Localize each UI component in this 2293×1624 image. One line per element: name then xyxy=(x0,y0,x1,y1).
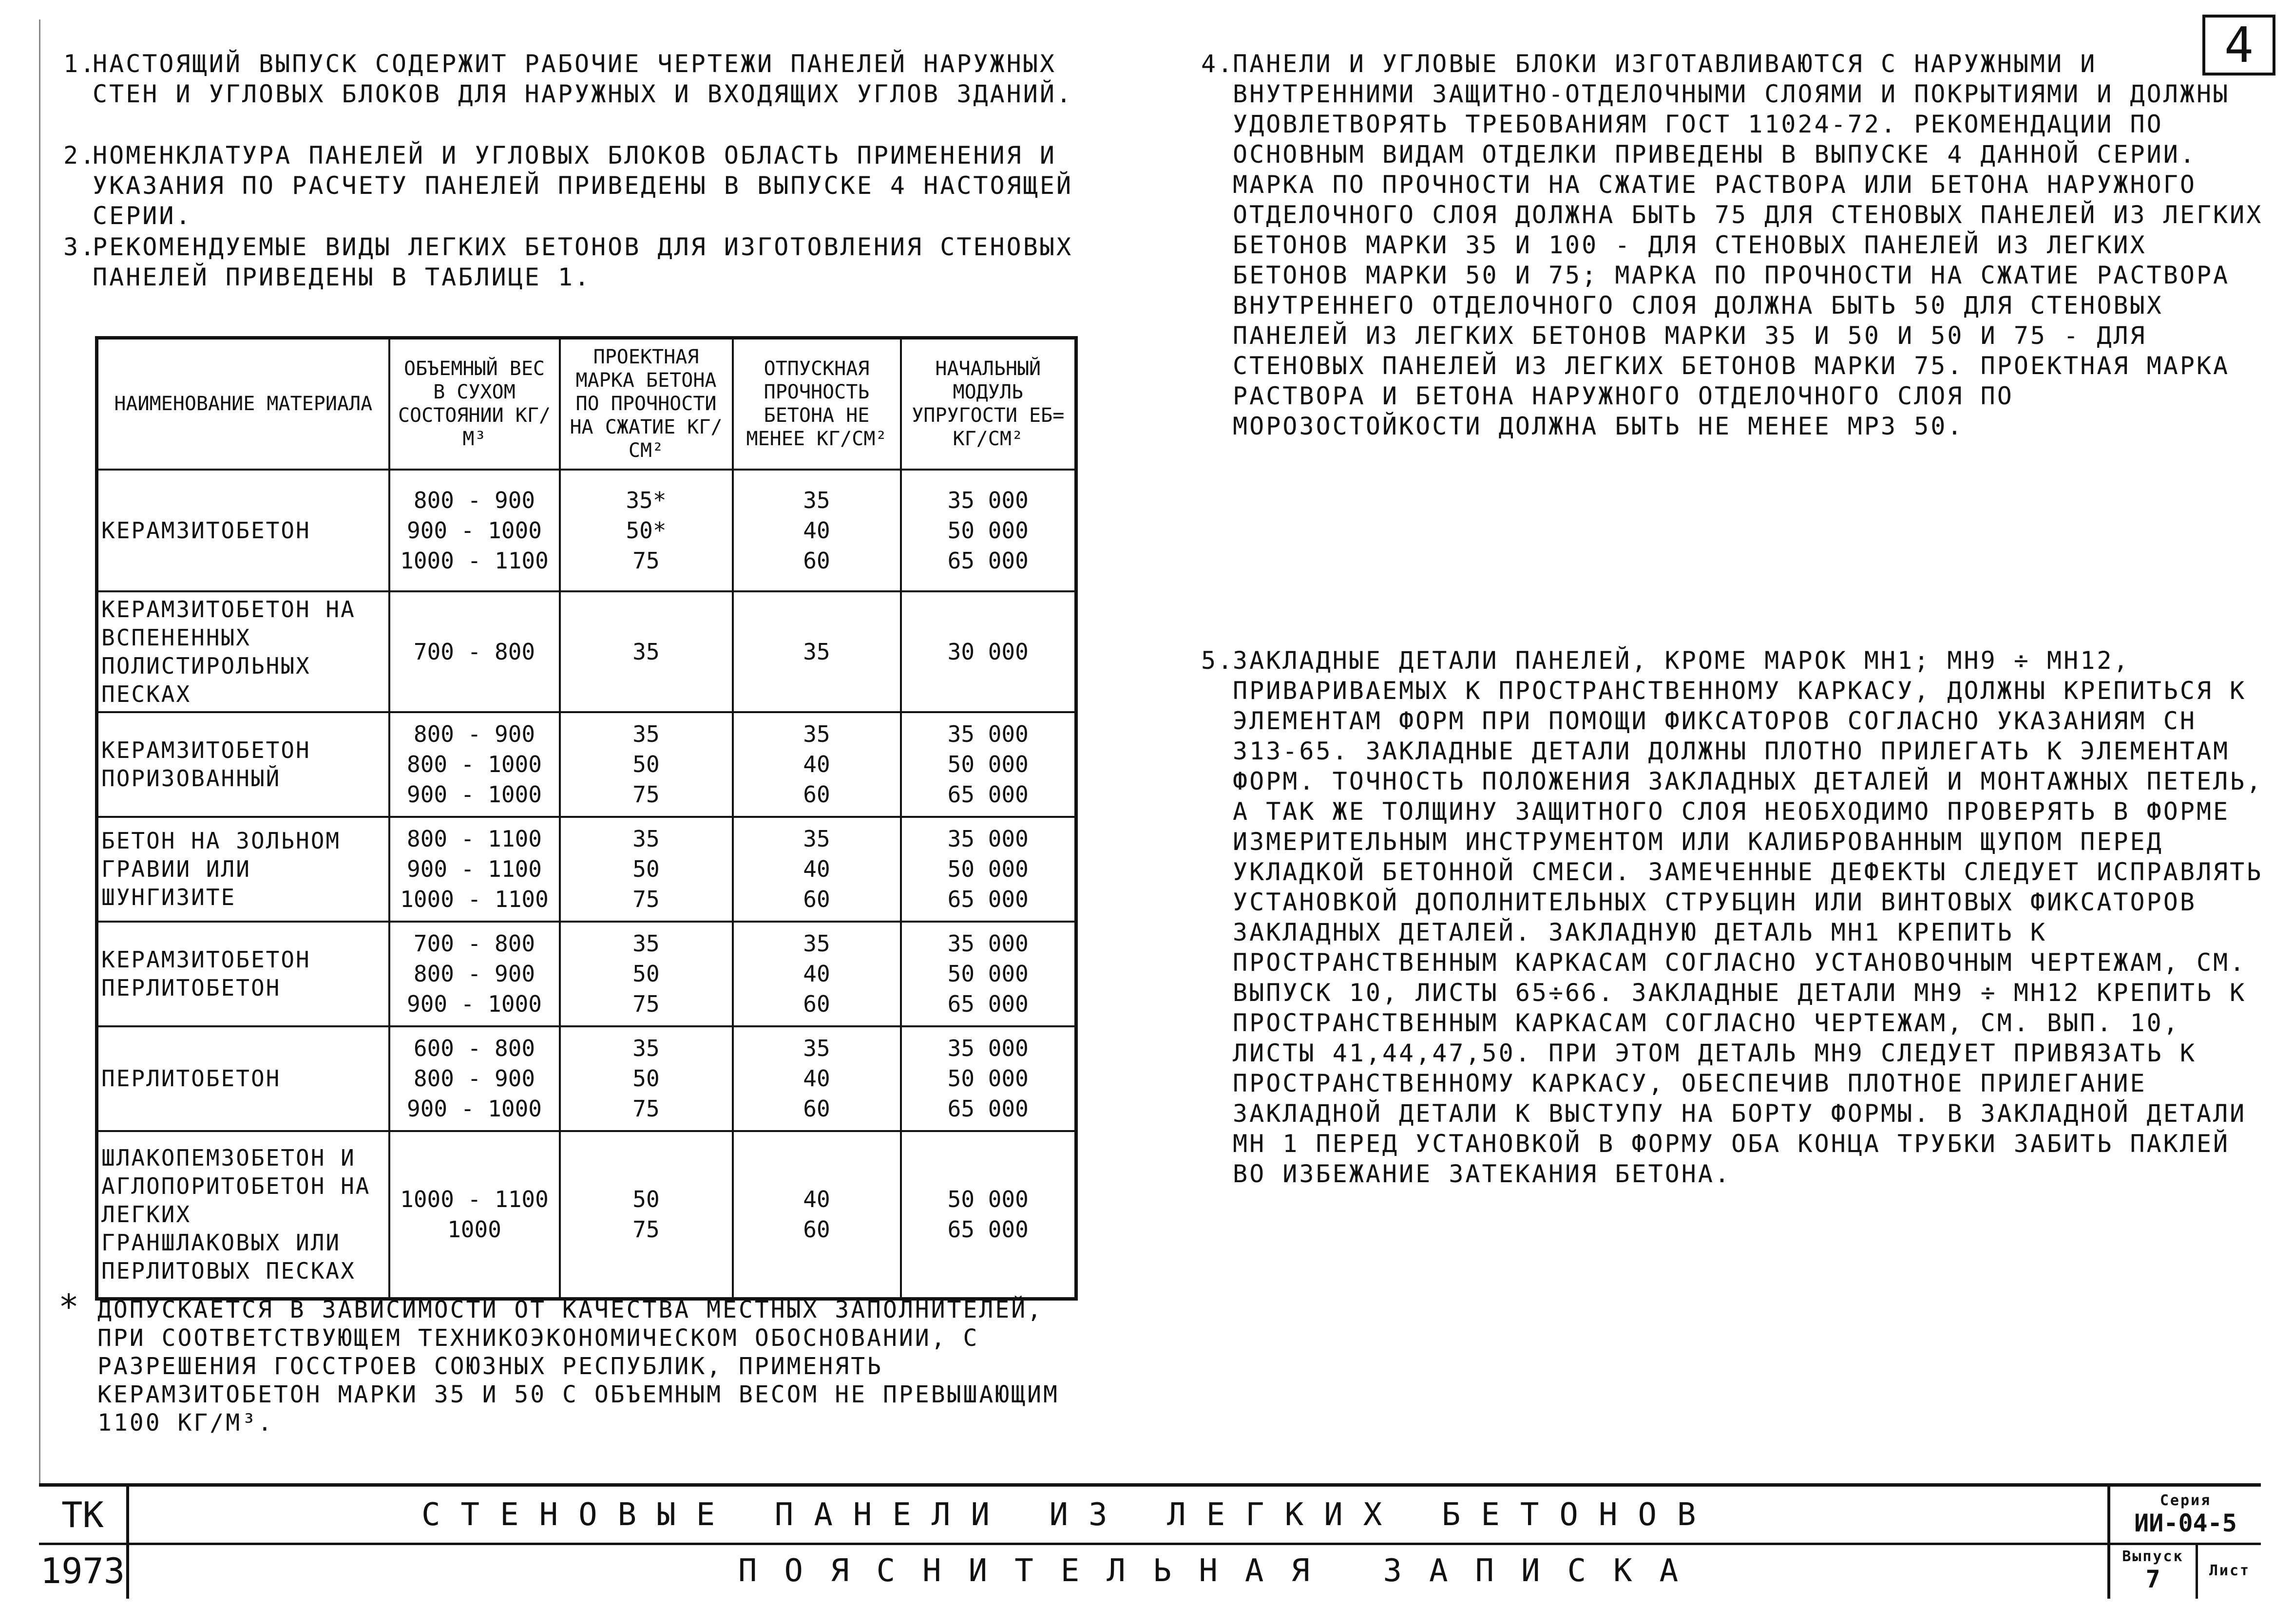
materials-table xyxy=(95,336,1078,1301)
note-number: 3. xyxy=(63,233,97,261)
weight-value: 1000 - 1100 xyxy=(400,547,549,574)
material-name-cell: КЕРАМЗИТОБЕТОН ПОРИЗОВАННЫЙ xyxy=(97,712,389,817)
grade-value: 35 xyxy=(632,721,660,747)
modulus-value: 65 000 xyxy=(947,1095,1029,1122)
strength-value: 40 xyxy=(803,517,830,544)
grade-value: 35 xyxy=(632,638,660,665)
stamp-issue-sheet xyxy=(2107,1543,2261,1599)
modulus-value: 35 000 xyxy=(947,930,1029,957)
table-row xyxy=(97,591,1076,712)
stamp-code: ТК xyxy=(39,1487,129,1543)
modulus-value: 65 000 xyxy=(947,991,1029,1017)
grade-cell xyxy=(560,591,733,712)
modulus-value: 50 000 xyxy=(947,1186,1029,1213)
note-number: 1. xyxy=(63,50,97,78)
weight-value: 600 - 800 xyxy=(413,1035,535,1061)
header-modulus: НАЧАЛЬНЫЙ МОДУЛЬ УПРУГОСТИ EБ= КГ/СМ² xyxy=(901,338,1076,470)
strength-cell xyxy=(733,470,901,591)
grade-cell xyxy=(560,1131,733,1299)
weight-value: 1000 xyxy=(447,1216,501,1243)
strength-cell xyxy=(733,922,901,1026)
header-strength: ОТПУСКНАЯ ПРОЧНОСТЬ БЕТОНА НЕ МЕНЕЕ КГ/СМ² xyxy=(733,338,901,470)
material-name-cell: ПЕРЛИТОБЕТОН xyxy=(97,1026,389,1131)
stamp-subtitle: ПОЯСНИТЕЛЬНАЯ ЗАПИСКА xyxy=(738,1552,1706,1589)
grade-value: 50 xyxy=(632,1065,660,1092)
grade-value: 75 xyxy=(632,1095,660,1122)
weight-value: 800 - 1000 xyxy=(407,751,542,777)
modulus-value: 50 000 xyxy=(947,517,1029,544)
weight-cell xyxy=(389,922,560,1026)
grade-value: 35 xyxy=(632,930,660,957)
grade-value: 35 xyxy=(632,826,660,852)
note-text: ЗАКЛАДНЫЕ ДЕТАЛИ ПАНЕЛЕЙ, КРОМЕ МАРОК МН1; МН9 ÷ МН12, ПРИВАРИВАЕМЫХ К ПРОСТРАНСТВЕННОМУ КАРКАСУ, ДОЛЖНЫ КРЕПИТЬСЯ К ЭЛЕМЕНТАМ ФОРМ ПРИ ПОМОЩИ ФИКСАТОРОВ СОГЛАСНО УКАЗАНИЯМ СН 313-65. ЗАКЛАДНЫЕ ДЕТАЛИ ДОЛЖНЫ ПЛОТНО ПРИЛЕГАТЬ К ЭЛЕМЕНТАМ ФОРМ. ТОЧНОСТЬ ПОЛОЖЕНИЯ ЗАКЛАДНЫХ ДЕТАЛЕЙ И МОНТАЖНЫХ ПЕТЕЛЬ, А ТАК ЖЕ ТОЛЩИНУ ЗАЩИТНОГО СЛОЯ НЕОБХОДИМО ПРОВЕРЯТЬ В ФОРМЕ ИЗМЕРИТЕЛЬНЫМ ИНСТРУМЕНТОМ ИЛИ КАЛИБРОВАННЫМ ЩУПОМ ПЕРЕД УКЛАДКОЙ БЕТОННОЙ СМЕСИ. ЗАМЕЧЕННЫЕ ДЕФЕКТЫ СЛЕДУЕТ ИСПРАВЛЯТЬ УСТАНОВКОЙ ДОПОЛНИТЕЛЬНЫХ СТРУБЦИН ИЛИ ВИНТОВЫХ ФИКСАТОРОВ ЗАКЛАДНЫХ ДЕТАЛЕЙ. ЗАКЛАДНУЮ ДЕТАЛЬ МН1 КРЕПИТЬ К ПРОСТРАНСТВЕННЫМ КАРКАСАМ СОГЛАСНО УСТАНОВОЧНЫМ ЧЕРТЕЖАМ, СМ. ВЫПУСК 10, ЛИСТЫ 65÷66. ЗАКЛАДНЫЕ ДЕТАЛИ МН9 ÷ МН12 КРЕПИТЬ К ПРОСТРАНСТВЕННЫМ КАРКАСАМ СОГЛАСНО ЧЕРТЕЖАМ, СМ. ВЫП. 10, ЛИСТЫ 41,44,47,50. ПРИ ЭТОМ ДЕТАЛЬ МН9 СЛЕДУЕТ ПРИВЯЗАТЬ К ПРОСТРАНСТВЕННОМУ КАРКАСУ, ОБЕСПЕЧИВ ПЛОТНОЕ ПРИЛЕГАНИЕ ЗАКЛАДНОЙ ДЕТАЛИ К ВЫСТУПУ НА БОРТУ ФОРМЫ. В ЗАКЛАДНОЙ ДЕТАЛИ МН 1 ПЕРЕД УСТАНОВКОЙ В ФОРМУ ОБА КОНЦА ТРУБКИ ЗАБИТЬ ПАКЛЕЙ ВО ИЗБЕЖАНИЕ ЗАТЕКАНИЯ БЕТОНА. xyxy=(1233,646,2263,1188)
stamp-issue xyxy=(2110,1543,2198,1599)
strength-value: 40 xyxy=(803,751,830,777)
title-block-row-1 xyxy=(39,1487,2261,1545)
material-name-cell: БЕТОН НА ЗОЛЬНОМ ГРАВИИ ИЛИ ШУНГИЗИТЕ xyxy=(97,817,389,922)
strength-value: 35 xyxy=(803,930,830,957)
weight-value: 900 - 1000 xyxy=(407,781,542,808)
weight-cell xyxy=(389,1026,560,1131)
weight-cell xyxy=(389,1131,560,1299)
header-grade: ПРОЕКТНАЯ МАРКА БЕТОНА ПО ПРОЧНОСТИ НА СЖАТИЕ КГ/СМ² xyxy=(560,338,733,470)
modulus-value: 65 000 xyxy=(947,1216,1029,1243)
strength-value: 40 xyxy=(803,961,830,987)
grade-value: 75 xyxy=(632,1216,660,1243)
weight-cell xyxy=(389,591,560,712)
weight-value: 800 - 1100 xyxy=(407,826,542,852)
series-label: Серия xyxy=(2159,1492,2212,1509)
note-paragraph-3 xyxy=(63,232,1096,292)
modulus-value: 35 000 xyxy=(947,487,1029,513)
weight-cell xyxy=(389,470,560,591)
header-material: НАИМЕНОВАНИЕ МАТЕРИАЛА xyxy=(97,338,389,470)
grade-value: 50 xyxy=(632,856,660,882)
weight-value: 900 - 1000 xyxy=(407,1095,542,1122)
title-block xyxy=(39,1483,2261,1599)
modulus-value: 50 000 xyxy=(947,856,1029,882)
weight-value: 900 - 1000 xyxy=(407,991,542,1017)
series-value: ИИ-04-5 xyxy=(2134,1509,2237,1537)
strength-value: 60 xyxy=(803,1095,830,1122)
stamp-series xyxy=(2107,1487,2261,1543)
modulus-value: 50 000 xyxy=(947,751,1029,777)
sheet-label: Лист xyxy=(2209,1562,2251,1579)
modulus-cell xyxy=(901,817,1076,922)
grade-value: 35* xyxy=(626,487,667,513)
table-body xyxy=(97,470,1076,1299)
grade-value: 50* xyxy=(626,517,667,544)
weight-value: 900 - 1000 xyxy=(407,517,542,544)
weight-value: 700 - 800 xyxy=(413,638,535,665)
modulus-value: 65 000 xyxy=(947,547,1029,574)
grade-value: 75 xyxy=(632,547,660,574)
strength-value: 35 xyxy=(803,1035,830,1061)
grade-value: 50 xyxy=(632,961,660,987)
table-row xyxy=(97,470,1076,591)
note-number: 4. xyxy=(1201,50,1235,78)
strength-value: 35 xyxy=(803,638,830,665)
note-number: 2. xyxy=(63,141,97,170)
grade-value: 50 xyxy=(632,1186,660,1213)
table-header-row xyxy=(97,338,1076,470)
material-name-cell: ШЛАКОПЕМЗОБЕТОН И АГЛОПОРИТОБЕТОН НА ЛЕГКИХ ГРАНШЛАКОВЫХ ИЛИ ПЕРЛИТОВЫХ ПЕСКАХ xyxy=(97,1131,389,1299)
grade-cell xyxy=(560,817,733,922)
weight-value: 1000 - 1100 xyxy=(400,886,549,912)
strength-value: 40 xyxy=(803,1065,830,1092)
strength-value: 35 xyxy=(803,826,830,852)
strength-value: 60 xyxy=(803,991,830,1017)
note-paragraph-4 xyxy=(1201,49,2266,441)
table-footnote xyxy=(58,1287,1101,1437)
grade-value: 75 xyxy=(632,886,660,912)
strength-value: 60 xyxy=(803,547,830,574)
modulus-value: 35 000 xyxy=(947,721,1029,747)
strength-value: 40 xyxy=(803,856,830,882)
footnote-text: ДОПУСКАЕТСЯ В ЗАВИСИМОСТИ ОТ КАЧЕСТВА МЕСТНЫХ ЗАПОЛНИТЕЛЕЙ, ПРИ СООТВЕТСТВУЮЩЕМ ТЕХНИКОЭКОНОМИЧЕСКОМ ОБОСНОВАНИИ, С РАЗРЕШЕНИЯ ГОССТРОЕВ СОЮЗНЫХ РЕСПУБЛИК, ПРИМЕНЯТЬ КЕРАМЗИТОБЕТОН МАРКИ 35 И 50 С ОБЪЕМНЫМ ВЕСОМ НЕ ПРЕВЫШАЮЩИМ 1100 КГ/М³. xyxy=(97,1296,1059,1436)
material-name-cell: КЕРАМЗИТОБЕТОН ПЕРЛИТОБЕТОН xyxy=(97,922,389,1026)
note-text: НАСТОЯЩИЙ ВЫПУСК СОДЕРЖИТ РАБОЧИЕ ЧЕРТЕЖИ ПАНЕЛЕЙ НАРУЖНЫХ СТЕН И УГЛОВЫХ БЛОКОВ ДЛЯ НАРУЖНЫХ И ВХОДЯЩИХ УГЛОВ ЗДАНИЙ. xyxy=(93,50,1073,108)
note-text: РЕКОМЕНДУЕМЫЕ ВИДЫ ЛЕГКИХ БЕТОНОВ ДЛЯ ИЗГОТОВЛЕНИЯ СТЕНОВЫХ ПАНЕЛЕЙ ПРИВЕДЕНЫ В ТАБЛИЦЕ 1. xyxy=(93,233,1073,291)
strength-cell xyxy=(733,1026,901,1131)
strength-value: 40 xyxy=(803,1186,830,1213)
note-paragraph-1 xyxy=(63,49,1096,109)
strength-cell xyxy=(733,817,901,922)
modulus-value: 50 000 xyxy=(947,961,1029,987)
issue-label: Выпуск xyxy=(2122,1548,2184,1565)
stamp-year: 1973 xyxy=(39,1543,129,1599)
issue-value: 7 xyxy=(2145,1565,2160,1593)
note-paragraph-5 xyxy=(1201,645,2266,1189)
weight-value: 900 - 1100 xyxy=(407,856,542,882)
strength-value: 60 xyxy=(803,1216,830,1243)
table-row xyxy=(97,712,1076,817)
table-row xyxy=(97,817,1076,922)
modulus-value: 65 000 xyxy=(947,886,1029,912)
strength-cell xyxy=(733,1131,901,1299)
strength-value: 35 xyxy=(803,487,830,513)
strength-cell xyxy=(733,712,901,817)
note-text: ПАНЕЛИ И УГЛОВЫЕ БЛОКИ ИЗГОТАВЛИВАЮТСЯ С НАРУЖНЫМИ И ВНУТРЕННИМИ ЗАЩИТНО-ОТДЕЛОЧНЫМИ СЛОЯМИ И ПОКРЫТИЯМИ И ДОЛЖНЫ УДОВЛЕТВОРЯТЬ ТРЕБОВАНИЯМ ГОСТ 11024-72. РЕКОМЕНДАЦИИ ПО ОСНОВНЫМ ВИДАМ ОТДЕЛКИ ПРИВЕДЕНЫ В ВЫПУСКЕ 4 ДАННОЙ СЕРИИ. МАРКА ПО ПРОЧНОСТИ НА СЖАТИЕ РАСТВОРА ИЛИ БЕТОНА НАРУЖНОГО ОТДЕЛОЧНОГО СЛОЯ ДОЛЖНА БЫТЬ 75 ДЛЯ СТЕНОВЫХ ПАНЕЛЕЙ ИЗ ЛЕГКИХ БЕТОНОВ МАРКИ 35 И 100 - ДЛЯ СТЕНОВЫХ ПАНЕЛЕЙ ИЗ ЛЕГКИХ БЕТОНОВ МАРКИ 50 И 75; МАРКА ПО ПРОЧНОСТИ НА СЖАТИЕ РАСТВОРА ВНУТРЕННЕГО ОТДЕЛОЧНОГО СЛОЯ ДОЛЖНА БЫТЬ 50 ДЛЯ СТЕНОВЫХ ПАНЕЛЕЙ ИЗ ЛЕГКИХ БЕТОНОВ МАРКИ 35 И 50 И 50 И 75 - ДЛЯ СТЕНОВЫХ ПАНЕЛЕЙ ИЗ ЛЕГКИХ БЕТОНОВ МАРКИ 75. ПРОЕКТНАЯ МАРКА РАСТВОРА И БЕТОНА НАРУЖНОГО ОТДЕЛОЧНОГО СЛОЯ ПО МОРОЗОСТОЙКОСТИ ДОЛЖНА БЫТЬ НЕ МЕНЕЕ МРЗ 50. xyxy=(1233,50,2263,440)
grade-value: 75 xyxy=(632,781,660,808)
note-number: 5. xyxy=(1201,646,1235,675)
grade-value: 50 xyxy=(632,751,660,777)
grade-cell xyxy=(560,712,733,817)
weight-value: 1000 - 1100 xyxy=(400,1186,549,1213)
stamp-sheet xyxy=(2196,1543,2264,1599)
strength-value: 60 xyxy=(803,781,830,808)
modulus-cell xyxy=(901,712,1076,817)
table-row xyxy=(97,922,1076,1026)
weight-cell xyxy=(389,712,560,817)
stamp-title: СТЕНОВЫЕ ПАНЕЛИ ИЗ ЛЕГКИХ БЕТОНОВ xyxy=(421,1496,1717,1533)
weight-value: 800 - 900 xyxy=(413,1065,535,1092)
sheet-left-edge xyxy=(39,19,40,1483)
modulus-value: 35 000 xyxy=(947,1035,1029,1061)
weight-value: 700 - 800 xyxy=(413,930,535,957)
material-name-cell: КЕРАМЗИТОБЕТОН НА ВСПЕНЕННЫХ ПОЛИСТИРОЛЬНЫХ ПЕСКАХ xyxy=(97,591,389,712)
modulus-value: 35 000 xyxy=(947,826,1029,852)
modulus-value: 50 000 xyxy=(947,1065,1029,1092)
grade-cell xyxy=(560,922,733,1026)
note-paragraph-2 xyxy=(63,140,1096,231)
page-number: 4 xyxy=(2202,15,2275,76)
strength-cell xyxy=(733,591,901,712)
weight-value: 800 - 900 xyxy=(413,721,535,747)
table-row xyxy=(97,1026,1076,1131)
modulus-cell xyxy=(901,922,1076,1026)
modulus-value: 30 000 xyxy=(947,638,1029,665)
note-text: НОМЕНКЛАТУРА ПАНЕЛЕЙ И УГЛОВЫХ БЛОКОВ ОБЛАСТЬ ПРИМЕНЕНИЯ И УКАЗАНИЯ ПО РАСЧЕТУ ПАНЕЛЕЙ ПРИВЕДЕНЫ В ВЫПУСКЕ 4 НАСТОЯЩЕЙ СЕРИИ. xyxy=(93,141,1073,230)
material-name-cell: КЕРАМЗИТОБЕТОН xyxy=(97,470,389,591)
modulus-cell xyxy=(901,1026,1076,1131)
grade-value: 75 xyxy=(632,991,660,1017)
footnote-mark: * xyxy=(58,1287,81,1327)
strength-value: 60 xyxy=(803,886,830,912)
weight-value: 800 - 900 xyxy=(413,487,535,513)
grade-value: 35 xyxy=(632,1035,660,1061)
grade-cell xyxy=(560,1026,733,1131)
modulus-cell xyxy=(901,591,1076,712)
weight-value: 800 - 900 xyxy=(413,961,535,987)
modulus-cell xyxy=(901,470,1076,591)
modulus-value: 65 000 xyxy=(947,781,1029,808)
header-weight: ОБЪЕМНЫЙ ВЕС В СУХОМ СОСТОЯНИИ КГ/М³ xyxy=(389,338,560,470)
title-block-row-2 xyxy=(39,1543,2261,1599)
grade-cell xyxy=(560,470,733,591)
strength-value: 35 xyxy=(803,721,830,747)
weight-cell xyxy=(389,817,560,922)
modulus-cell xyxy=(901,1131,1076,1299)
table-row xyxy=(97,1131,1076,1299)
